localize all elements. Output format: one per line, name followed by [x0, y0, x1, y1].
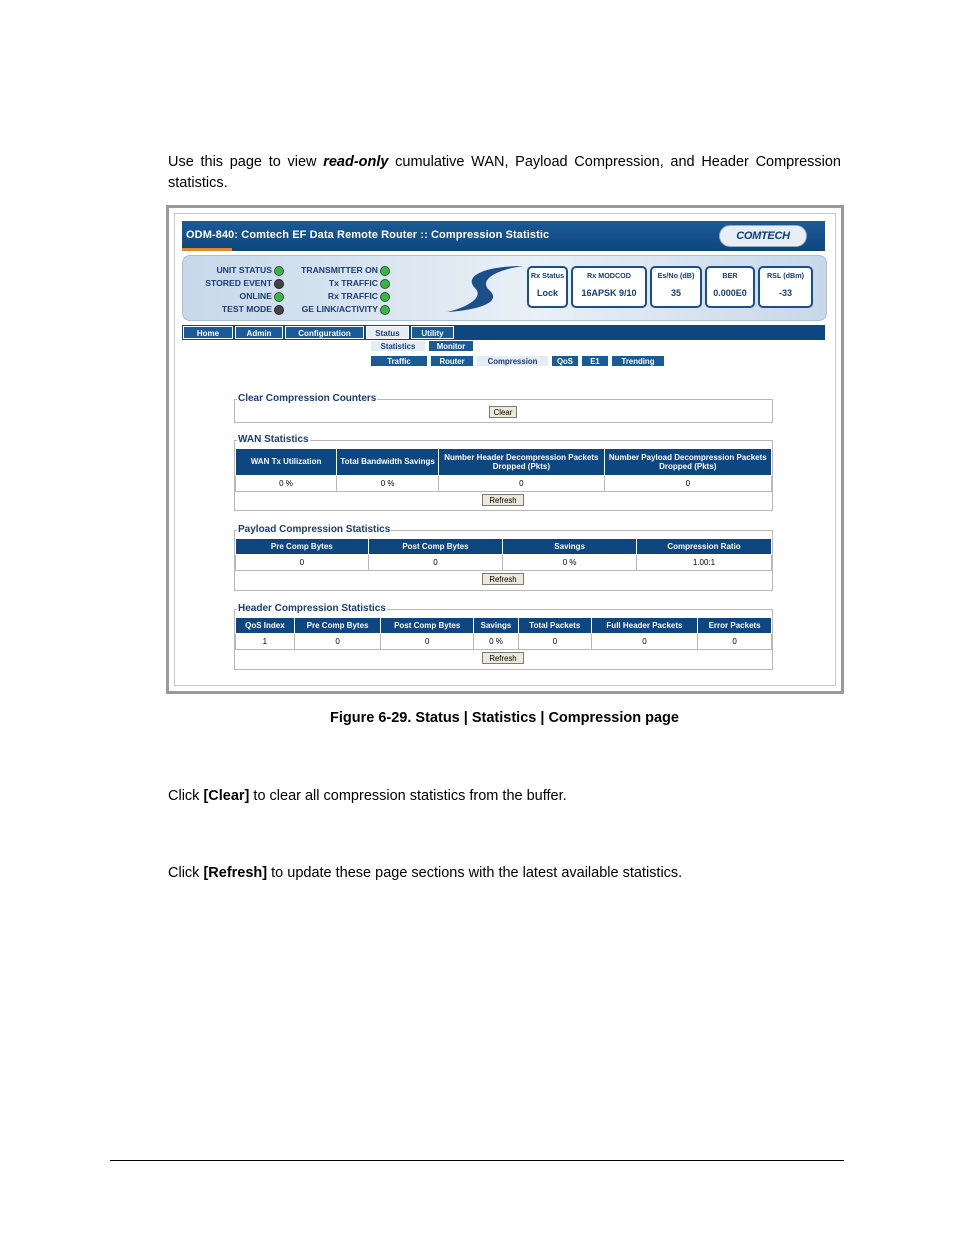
- meter-label: Rx Status: [530, 271, 565, 280]
- meter-rsl: [758, 266, 813, 308]
- table-cell: 0: [236, 555, 369, 571]
- table-cell: 0: [698, 634, 772, 650]
- meter-rx-status: [527, 266, 568, 308]
- column-header: Full Header Packets: [591, 618, 698, 634]
- table-cell: 0: [368, 555, 503, 571]
- meter-esno: [650, 266, 702, 308]
- lamps-left: [190, 264, 284, 316]
- table-cell: 1: [236, 634, 295, 650]
- lamp-label: Rx TRAFFIC: [327, 291, 378, 301]
- meter-label: RSL (dBm): [766, 271, 804, 280]
- refresh-instruction: [168, 863, 682, 884]
- table-cell: 0 %: [337, 476, 439, 492]
- header-refresh-button[interactable]: Refresh: [482, 652, 524, 664]
- meter-value: 0.000E0: [713, 288, 747, 298]
- table-cell: 1.00:1: [637, 555, 772, 571]
- tab-utility[interactable]: Utility: [411, 326, 454, 339]
- lamps-right: [286, 264, 390, 316]
- tab-home[interactable]: Home: [183, 326, 233, 339]
- table-header-row: [236, 618, 772, 634]
- column-header: Post Comp Bytes: [381, 618, 474, 634]
- meter-value: 35: [670, 288, 681, 298]
- footer-rule: [110, 1160, 844, 1161]
- tab-qos[interactable]: QoS: [551, 355, 579, 367]
- lamp-ge-link: [286, 303, 390, 316]
- intro-emphasis: read-only: [323, 154, 389, 170]
- tab-status[interactable]: Status: [366, 326, 409, 339]
- lamp-label: ONLINE: [239, 291, 272, 301]
- table-cell: 0: [604, 476, 771, 492]
- comtech-logo: [719, 225, 807, 247]
- intro-text-end: cumulative WAN, Payload Compression, and Header Compression statistics.: [168, 154, 841, 191]
- led-icon: [380, 279, 390, 289]
- meter-value: 16APSK 9/10: [581, 288, 637, 298]
- intro-paragraph: [168, 152, 841, 194]
- lamp-label: TRANSMITTER ON: [301, 265, 378, 275]
- meter-ber: [705, 266, 755, 308]
- led-icon: [274, 305, 284, 315]
- payload-compression-table: [235, 538, 772, 571]
- meter-label: Es/No (dB): [657, 271, 695, 280]
- meter-label: BER: [722, 271, 738, 280]
- tab-router[interactable]: Router: [430, 355, 474, 367]
- column-header: Savings: [503, 539, 637, 555]
- column-header: Number Payload Decompression Packets Dropped (Pkts): [604, 449, 771, 476]
- led-icon: [380, 266, 390, 276]
- payload-refresh-button[interactable]: Refresh: [482, 573, 524, 585]
- lamp-label: UNIT STATUS: [216, 265, 272, 275]
- lamp-tx-traffic: [286, 277, 390, 290]
- led-icon: [380, 305, 390, 315]
- led-icon: [274, 292, 284, 302]
- led-icon: [274, 279, 284, 289]
- instruction-text-end: to update these page sections with the latest available statistics.: [267, 865, 683, 881]
- tab-compression[interactable]: Compression: [476, 355, 549, 367]
- intro-text: Use this page to view: [168, 154, 324, 170]
- tab-admin[interactable]: Admin: [235, 326, 283, 339]
- led-icon: [274, 266, 284, 276]
- table-header-row: [236, 449, 772, 476]
- instruction-text: Click: [168, 865, 204, 881]
- column-header: Total Packets: [518, 618, 591, 634]
- instruction-text-end: to clear all compression statistics from the buffer.: [249, 788, 567, 804]
- table-cell: 0: [439, 476, 604, 492]
- instruction-bold: [Refresh]: [203, 865, 268, 881]
- column-header: Number Header Decompression Packets Dropped (Pkts): [439, 449, 604, 476]
- swoosh-graphic: [445, 262, 525, 314]
- payload-compression-legend: Payload Compression Statistics: [238, 524, 391, 535]
- tab-traffic[interactable]: Traffic: [370, 355, 428, 367]
- lamp-label: STORED EVENT: [205, 278, 272, 288]
- tab-monitor[interactable]: Monitor: [428, 340, 474, 352]
- lamp-unit-status: [190, 264, 284, 277]
- table-header-row: [236, 539, 772, 555]
- lamp-label: Tx TRAFFIC: [328, 278, 378, 288]
- table-cell: 0: [294, 634, 381, 650]
- lamp-test-mode: [190, 303, 284, 316]
- header-compression-table: [235, 617, 772, 650]
- column-header: QoS Index: [236, 618, 295, 634]
- tab-trending[interactable]: Trending: [611, 355, 665, 367]
- header-compression-legend: Header Compression Statistics: [238, 603, 386, 614]
- logo-text: COMTECH: [736, 230, 790, 242]
- table-row: [236, 476, 772, 492]
- wan-statistics-table: [235, 448, 772, 492]
- table-cell: 0: [381, 634, 474, 650]
- lamp-label: TEST MODE: [221, 304, 272, 314]
- lamp-rx-traffic: [286, 290, 390, 303]
- column-header: Pre Comp Bytes: [236, 539, 369, 555]
- figure-caption: Figure 6-29. Status | Statistics | Compression page: [330, 710, 679, 726]
- clear-instruction: [168, 786, 567, 807]
- column-header: Compression Ratio: [637, 539, 772, 555]
- app-title: ODM-840: Comtech EF Data Remote Router :: Compression Statistic: [186, 229, 550, 241]
- meter-value: -33: [778, 288, 792, 298]
- tab-e1[interactable]: E1: [581, 355, 609, 367]
- column-header: WAN Tx Utilization: [236, 449, 337, 476]
- lamp-stored-event: [190, 277, 284, 290]
- table-cell: 0 %: [503, 555, 637, 571]
- column-header: Post Comp Bytes: [368, 539, 503, 555]
- wan-refresh-button[interactable]: Refresh: [482, 494, 524, 506]
- table-row: [236, 555, 772, 571]
- column-header: Savings: [474, 618, 519, 634]
- tab-statistics[interactable]: Statistics: [370, 340, 426, 352]
- lamp-online: [190, 290, 284, 303]
- meter-value: Lock: [536, 288, 558, 298]
- lamp-transmitter-on: [286, 264, 390, 277]
- wan-statistics-legend: WAN Statistics: [238, 434, 309, 445]
- clear-button[interactable]: Clear: [489, 406, 517, 418]
- instruction-bold: [Clear]: [203, 788, 250, 804]
- app-title-bar: [182, 221, 825, 251]
- column-header: Total Bandwidth Savings: [337, 449, 439, 476]
- table-cell: 0: [591, 634, 698, 650]
- table-cell: 0: [518, 634, 591, 650]
- column-header: Pre Comp Bytes: [294, 618, 381, 634]
- tab-configuration[interactable]: Configuration: [285, 326, 364, 339]
- led-icon: [380, 292, 390, 302]
- meter-label: Rx MODCOD: [587, 271, 631, 280]
- instruction-text: Click: [168, 788, 204, 804]
- lamp-label: GE LINK/ACTIVITY: [301, 304, 378, 314]
- table-row: [236, 634, 772, 650]
- table-cell: 0 %: [474, 634, 519, 650]
- accent-stripe: [182, 248, 232, 251]
- column-header: Error Packets: [698, 618, 772, 634]
- table-cell: 0 %: [236, 476, 337, 492]
- meter-rx-modcod: [571, 266, 647, 308]
- clear-counters-legend: Clear Compression Counters: [238, 393, 377, 404]
